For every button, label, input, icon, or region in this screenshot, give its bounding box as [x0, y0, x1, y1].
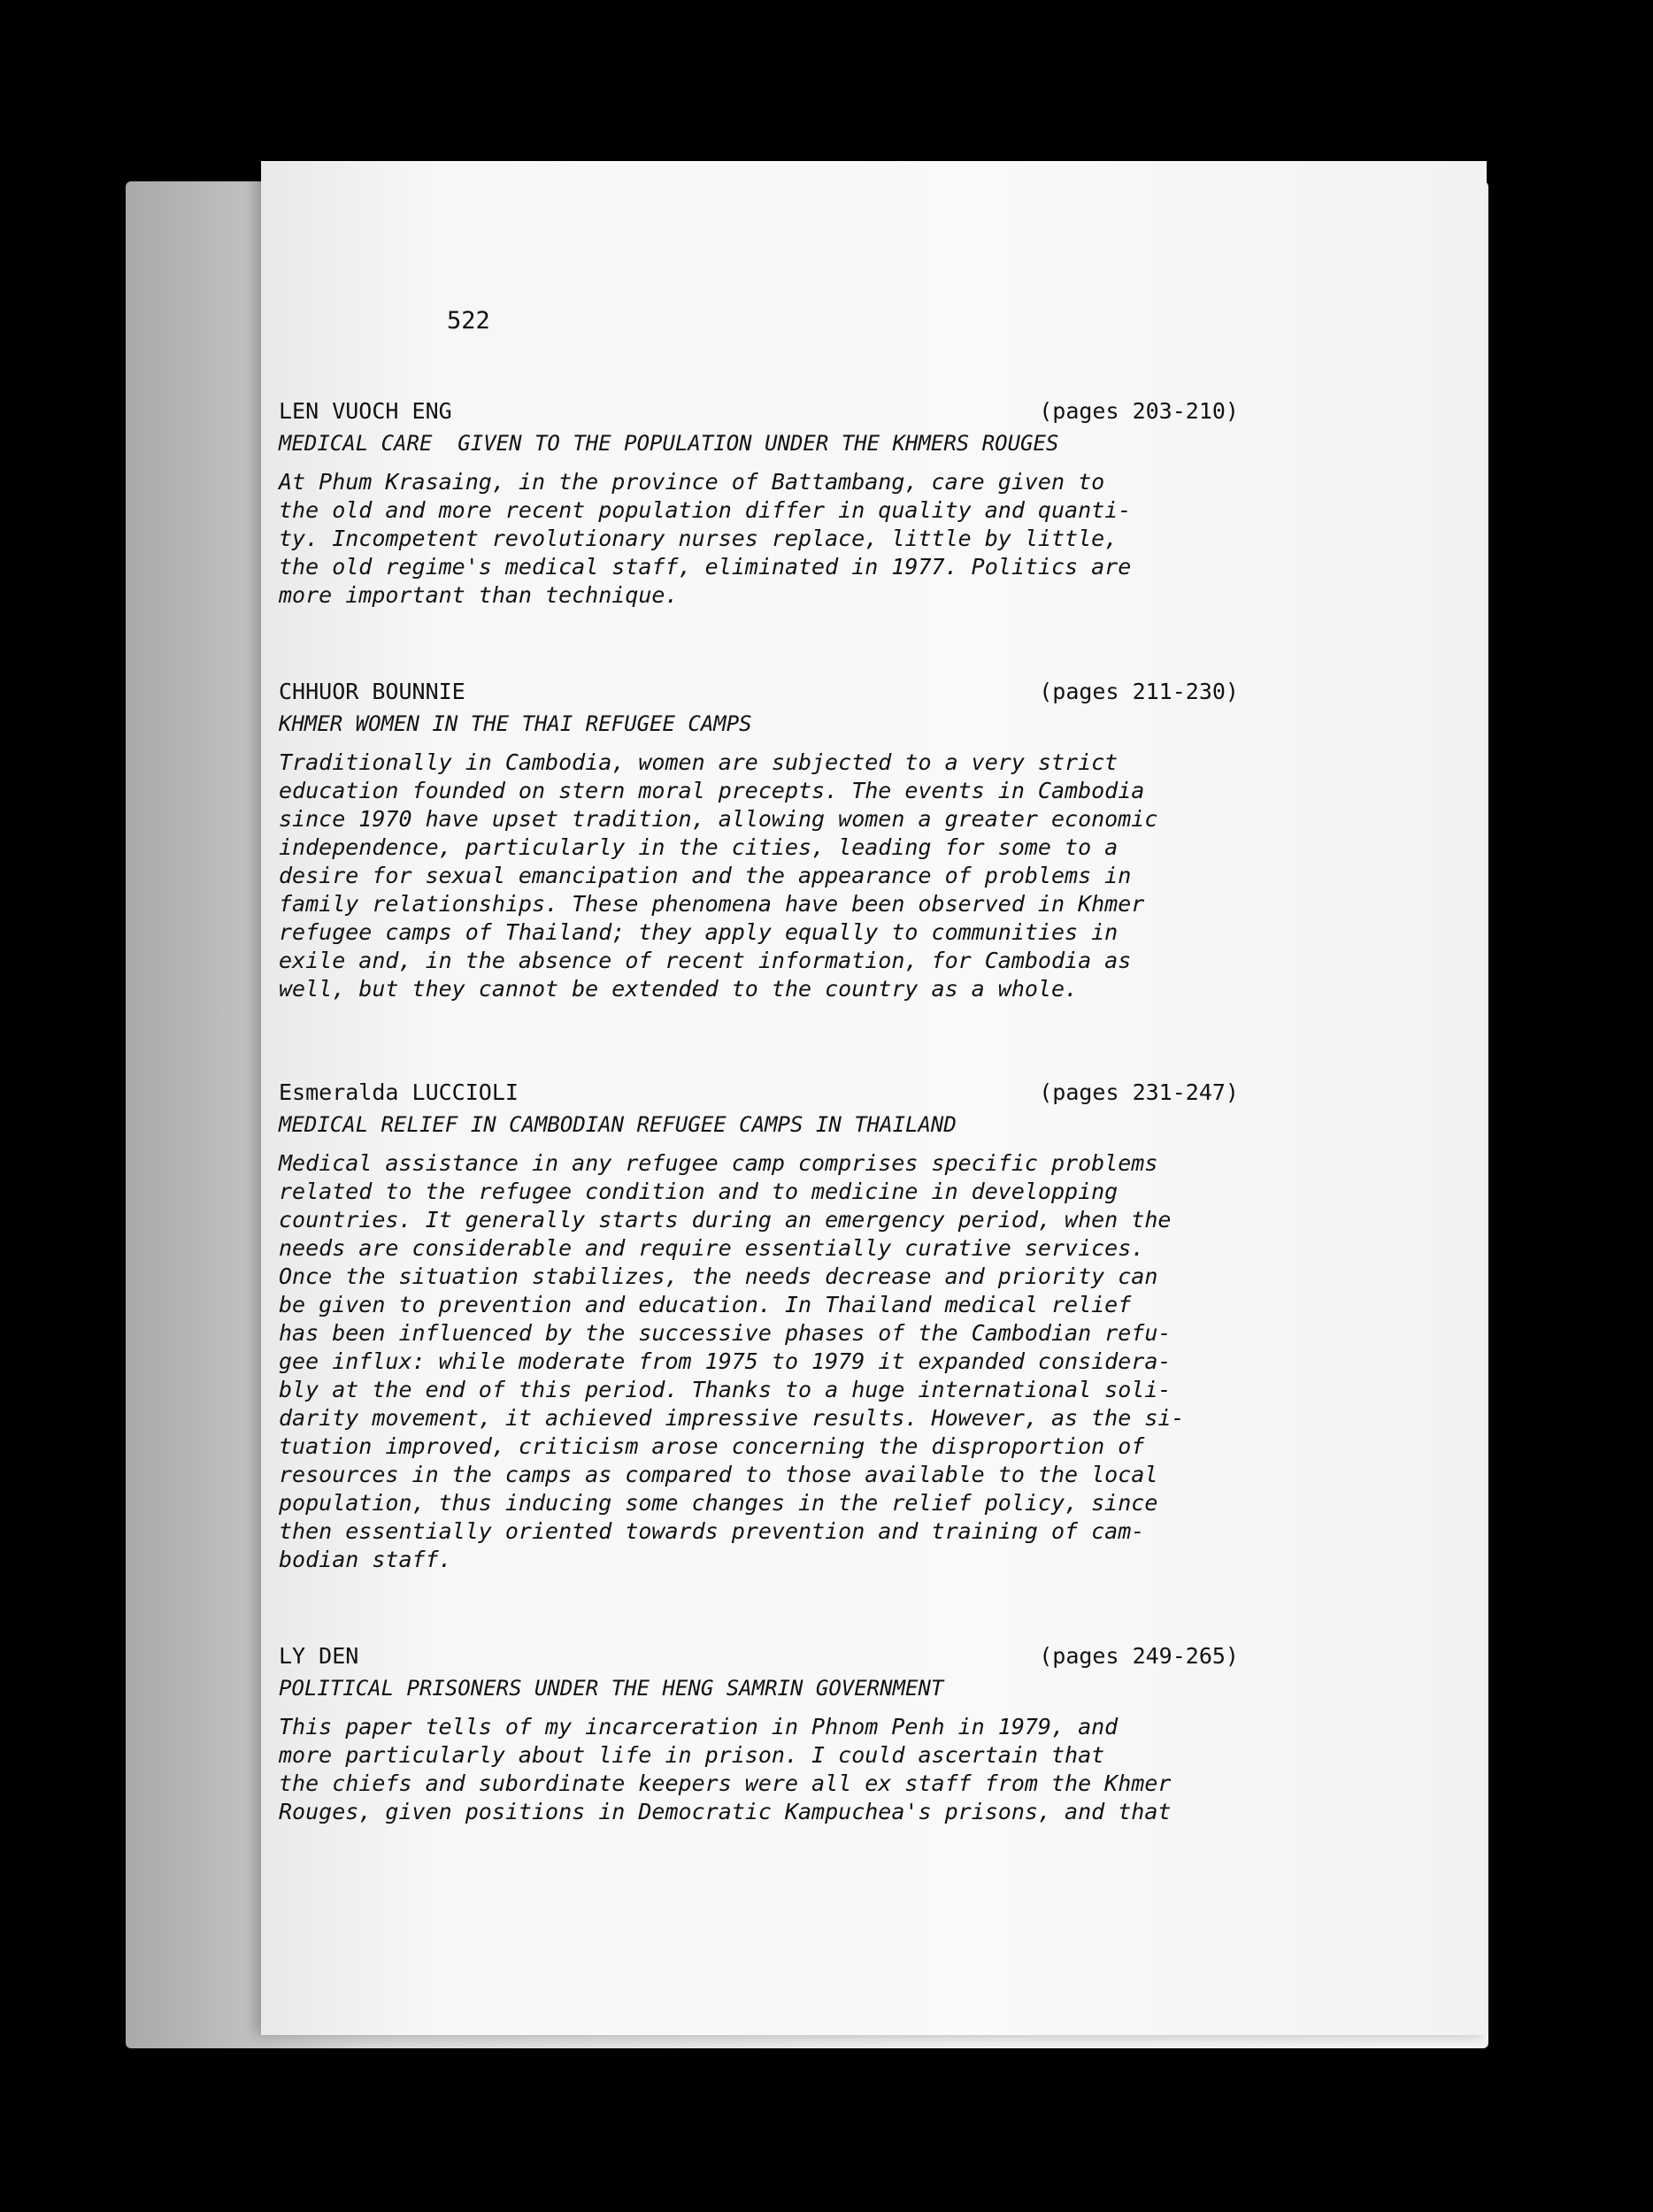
book-page — [261, 161, 1487, 2035]
entry-header — [279, 398, 1239, 424]
entry-author: LEN VUOCH ENG — [279, 398, 452, 424]
entry-pages: (pages 249-265) — [1039, 1643, 1239, 1669]
abstract-entry — [279, 679, 1239, 1003]
entry-abstract: Medical assistance in any refugee camp comprises specific problems related to the refugee condition and to medicine in developping countries. It generally starts during an emergency period, when the needs are considerable and require essentially curative services. Once the situation stabilizes, the needs decrease and priority can be given to prevention and education. In Thailand medical relief has been influenced by the successive phases of the Cambodian refu- gee influx: while moderate from 1975 to 1979 it expanded considera- bly at the end of this period. Thanks to a huge international soli- darity movement, it achieved impressive results. However, as the si- tuation improved, criticism arose concerning the disproportion of resources in the camps as compared to those available to the local population, thus inducing some changes in the relief policy, since then essentially oriented towards prevention and training of cam- bodian staff. — [279, 1150, 1185, 1572]
entry-header — [279, 1643, 1239, 1669]
entry-pages: (pages 203-210) — [1039, 398, 1239, 424]
entry-abstract: Traditionally in Cambodia, women are subjected to a very strict education founded on stern moral precepts. The events in Cambodia since 1970 have upset tradition, allowing women a greater economic independence, particularly in the cities, leading for some to a desire for sexual emancipation and the appearance of problems in family relationships. These phenomena have been observed in Khmer refugee camps of Thailand; they apply equally to communities in exile and, in the absence of recent information, for Cambodia as well, but they cannot be extended to the country as a whole. — [279, 749, 1158, 1002]
entry-header — [279, 679, 1239, 704]
abstract-entry — [279, 398, 1239, 610]
abstract-entry — [279, 1643, 1239, 1826]
entry-author: LY DEN — [279, 1643, 359, 1669]
entry-title: MEDICAL CARE GIVEN TO THE POPULATION UNDER THE KHMERS ROUGES — [279, 431, 1059, 456]
entry-author: CHHUOR BOUNNIE — [279, 679, 465, 704]
entry-author: Esmeralda LUCCIOLI — [279, 1079, 519, 1105]
page-number: 522 — [447, 307, 490, 334]
entry-title: KHMER WOMEN IN THE THAI REFUGEE CAMPS — [279, 711, 752, 736]
entry-header — [279, 1079, 1239, 1105]
entry-pages: (pages 211-230) — [1039, 679, 1239, 704]
entry-abstract: At Phum Krasaing, in the province of Battambang, care given to the old and more recent population differ in quality and quanti- ty. Incompetent revolutionary nurses replace, little by little, the old regime's medical staff, eliminated in 1977. Politics are more important than technique. — [279, 469, 1132, 608]
abstract-entry — [279, 1079, 1239, 1574]
entry-title: MEDICAL RELIEF IN CAMBODIAN REFUGEE CAMPS IN THAILAND — [279, 1112, 957, 1137]
entry-abstract: This paper tells of my incarceration in Phnom Penh in 1979, and more particularly about life in prison. I could ascertain that the chiefs and subordinate keepers were all ex staff from the Khmer Rouges, given positions in Democratic Kampuchea's prisons, and that — [279, 1714, 1172, 1824]
entry-title: POLITICAL PRISONERS UNDER THE HENG SAMRIN GOVERNMENT — [279, 1676, 944, 1701]
entry-pages: (pages 231-247) — [1039, 1079, 1239, 1105]
